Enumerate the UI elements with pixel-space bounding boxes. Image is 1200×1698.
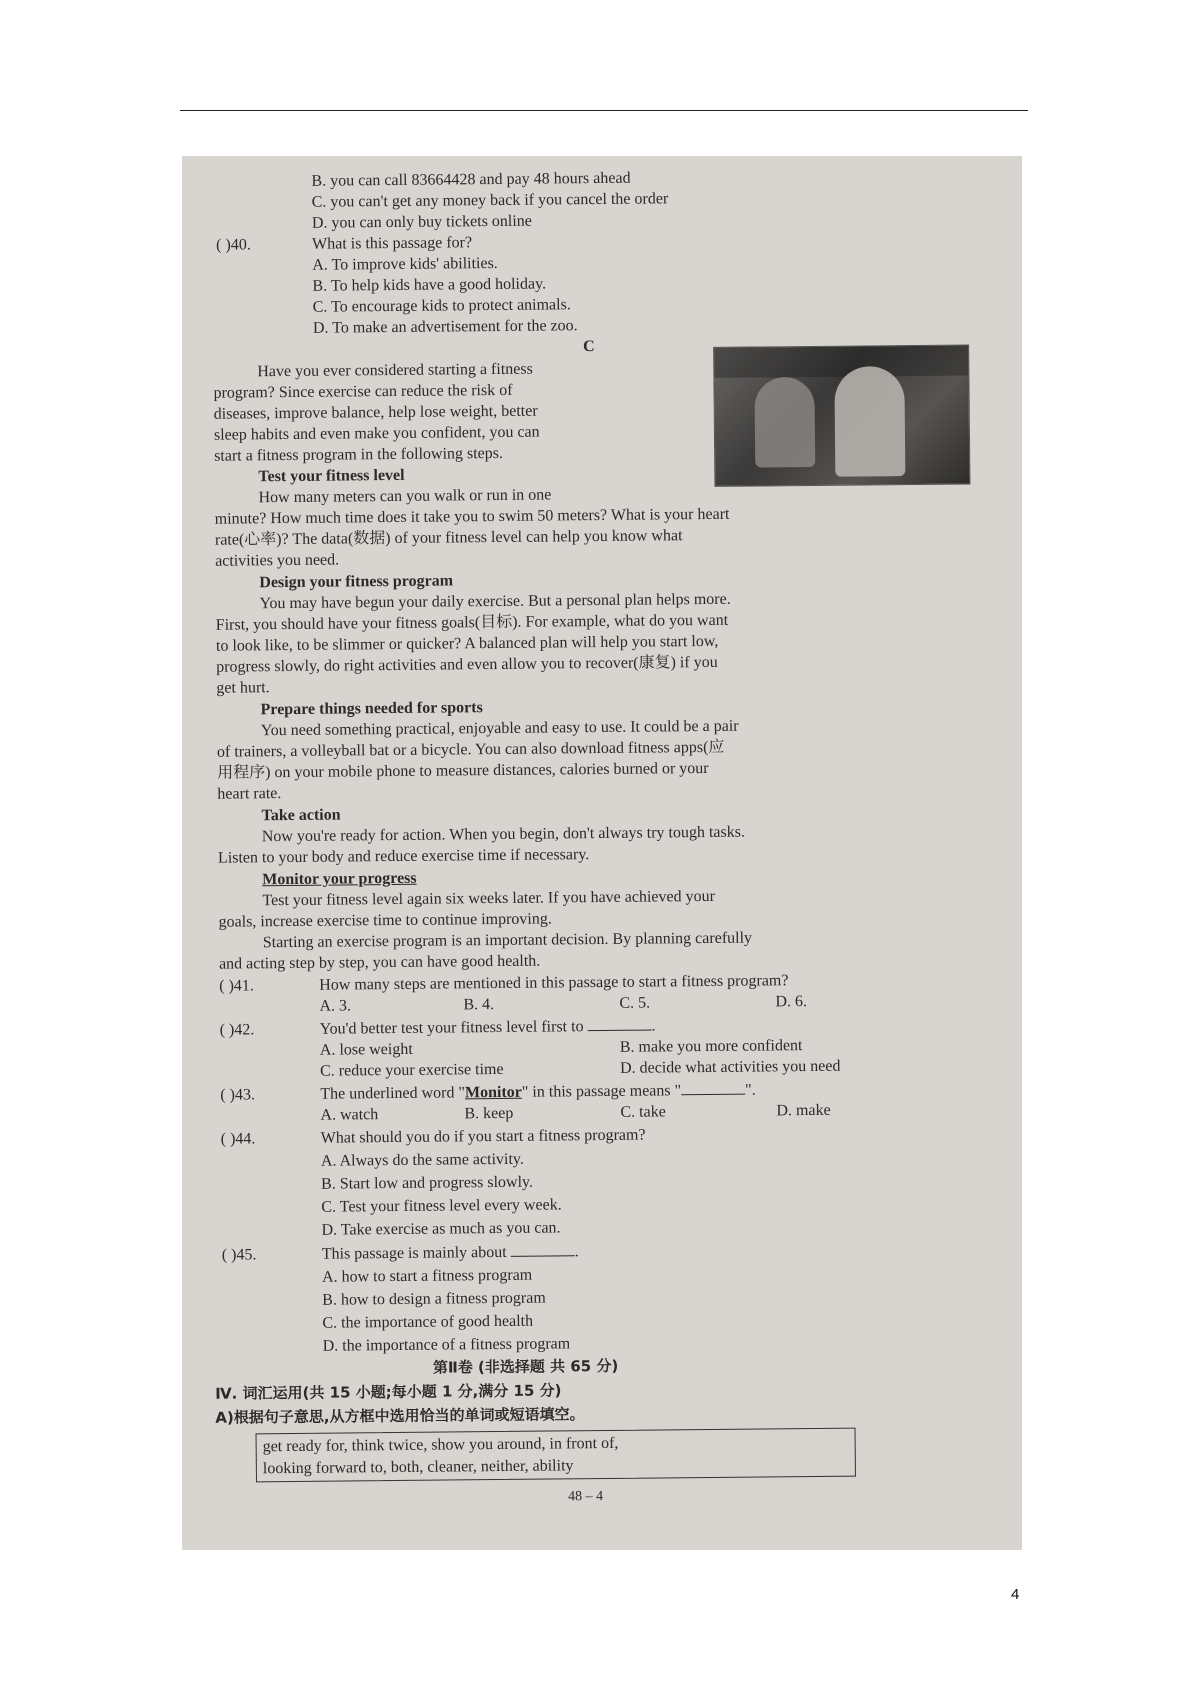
q42-blank[interactable]	[587, 1016, 651, 1032]
q40-option-d: D. To make an advertisement for the zoo.	[312, 317, 578, 337]
intro-line-4: sleep habits and even make you confident, you can	[213, 423, 540, 444]
p4-line-1: Now you're ready for action. When you begin, don't always try tough tasks.	[261, 823, 745, 846]
q39-option-b: B. you can call 83664428 and pay 48 hours ahead	[311, 169, 631, 190]
q45-stem-line	[322, 1241, 579, 1264]
scan-content	[182, 156, 1022, 1550]
section2-title: 第Ⅱ卷 (非选择题 共 65 分)	[432, 1356, 619, 1377]
p4-line-2: Listen to your body and reduce exercise time if necessary.	[217, 846, 590, 867]
q44-stem: What should you do if you start a fitness program?	[320, 1126, 646, 1147]
q41-number: ( )41.	[219, 977, 254, 995]
passage-letter: C	[583, 338, 595, 356]
p3-line-3: 用程序) on your mobile phone to measure distances, calories burned or your	[217, 759, 709, 782]
part4-heading: Ⅳ. 词汇运用(共 15 小题;每小题 1 分,满分 15 分)	[215, 1381, 562, 1403]
page-number: 4	[1011, 1586, 1020, 1603]
q39-option-d: D. you can only buy tickets online	[311, 212, 532, 232]
p1-line-4: activities you need.	[215, 551, 340, 570]
q41-stem: How many steps are mentioned in this passage to start a fitness program?	[319, 972, 789, 994]
q41-option-b: B. 4.	[463, 996, 495, 1014]
scan-page-footer: 48 – 4	[568, 1489, 604, 1505]
q45-option-b: B. how to design a fitness program	[322, 1289, 546, 1309]
word-bank-row-1: get ready for, think twice, show you around, in front of,	[262, 1434, 619, 1456]
p1-line-2: minute? How much time does it take you to swim 50 meters? What is your heart	[214, 505, 730, 528]
q40-stem: What is this passage for?	[312, 234, 473, 253]
word-bank-row-2: looking forward to, both, cleaner, neither, ability	[262, 1457, 574, 1478]
intro-line-3: diseases, improve balance, help lose weight, better	[213, 402, 538, 423]
q43-blank[interactable]	[681, 1080, 745, 1096]
p1-line-1: How many meters can you walk or run in one	[258, 486, 552, 507]
heading-take-action: Take action	[261, 806, 341, 825]
q40-number: ( )40.	[216, 236, 251, 254]
q41-option-d: D. 6.	[775, 993, 808, 1011]
intro-line-1: Have you ever considered starting a fitness	[257, 360, 533, 381]
p2-line-3: to look like, to be slimmer or quicker? A balanced plan will help you start low,	[215, 632, 719, 655]
q43-underlined-word: Monitor	[464, 1083, 522, 1102]
q39-option-c: C. you can't get any money back if you cancel the order	[311, 190, 669, 211]
q44-option-a: A. Always do the same activity.	[320, 1150, 524, 1170]
fitness-photo	[713, 344, 970, 486]
q40-option-c: C. To encourage kids to protect animals.	[312, 296, 571, 316]
p1-line-3: rate(心率)? The data(数据) of your fitness level can help you know what	[214, 527, 683, 549]
q42-number: ( )42.	[219, 1021, 255, 1039]
p3-line-4: heart rate.	[217, 785, 282, 803]
q43-option-b: B. keep	[464, 1104, 514, 1123]
q44-option-c: C. Test your fitness level every week.	[321, 1196, 562, 1216]
word-bank-box	[256, 1428, 856, 1483]
q43-number: ( )43.	[220, 1086, 256, 1104]
q43-stem-line	[320, 1080, 756, 1105]
p2-line-4: progress slowly, do right activities and even allow you to recover(康复) if you	[216, 653, 718, 676]
q42-option-d: D. decide what activities you need	[619, 1057, 841, 1077]
q44-number: ( )44.	[220, 1130, 256, 1148]
p3-line-2: of trainers, a volleyball bat or a bicycle. You can also download fitness apps(应	[216, 738, 725, 761]
q41-option-c: C. 5.	[619, 994, 651, 1012]
header-rule	[180, 110, 1028, 111]
intro-line-5: start a fitness program in the following steps.	[214, 444, 504, 465]
q44-option-b: B. Start low and progress slowly.	[321, 1173, 534, 1193]
q42-option-a: A. lose weight	[319, 1040, 413, 1059]
heading-prepare-things: Prepare things needed for sports	[260, 699, 483, 719]
p2-line-5: get hurt.	[216, 679, 270, 697]
p5-line-3: Starting an exercise program is an important decision. By planning carefully	[262, 929, 753, 952]
q43-stem-a: The underlined word "	[320, 1084, 466, 1103]
q45-option-a: A. how to start a fitness program	[321, 1266, 533, 1286]
q43-end: ".	[745, 1081, 756, 1099]
q43-option-d: D. make	[776, 1101, 831, 1120]
intro-line-2: program? Since exercise can reduce the risk of	[213, 381, 513, 402]
q45-option-c: C. the importance of good health	[322, 1312, 534, 1332]
q45-blank[interactable]	[511, 1241, 575, 1257]
q40-option-b: B. To help kids have a good holiday.	[312, 275, 547, 295]
q40-option-a: A. To improve kids' abilities.	[312, 254, 498, 274]
q45-stem: This passage is mainly about	[321, 1243, 507, 1263]
p2-line-1: You may have begun your daily exercise. But a personal plan helps more.	[259, 590, 731, 613]
p5-line-2: goals, increase exercise time to continue improving.	[218, 910, 552, 931]
q45-end: .	[574, 1243, 579, 1261]
q41-option-a: A. 3.	[319, 997, 352, 1015]
q42-end: .	[651, 1017, 656, 1035]
q44-option-d: D. Take exercise as much as you can.	[321, 1219, 561, 1239]
p5-line-4: and acting step by step, you can have good health.	[218, 952, 541, 973]
q42-stem: You'd better test your fitness level first to	[319, 1018, 584, 1038]
heading-test-fitness: Test your fitness level	[258, 466, 405, 486]
p5-line-1: Test your fitness level again six weeks later. If you have achieved your	[262, 887, 715, 910]
q43-option-a: A. watch	[320, 1106, 379, 1124]
q42-option-b: B. make you more confident	[619, 1037, 803, 1056]
q45-number: ( )45.	[221, 1246, 257, 1264]
heading-monitor-progress: Monitor your progress	[262, 869, 417, 889]
q42-stem-line	[320, 1015, 656, 1039]
scanned-exam-page	[182, 156, 1022, 1550]
p2-line-2: First, you should have your fitness goals(目标). For example, what do you want	[215, 611, 729, 634]
partA-instruction: A)根据句子意思,从方框中选用恰当的单词或短语填空。	[215, 1405, 585, 1427]
q42-option-c: C. reduce your exercise time	[319, 1060, 504, 1080]
q45-option-d: D. the importance of a fitness program	[322, 1335, 571, 1355]
q43-option-c: C. take	[620, 1103, 666, 1121]
heading-design-program: Design your fitness program	[259, 572, 454, 592]
p3-line-1: You need something practical, enjoyable and easy to use. It could be a pair	[260, 717, 739, 740]
q43-stem-b: " in this passage means "	[521, 1082, 682, 1101]
